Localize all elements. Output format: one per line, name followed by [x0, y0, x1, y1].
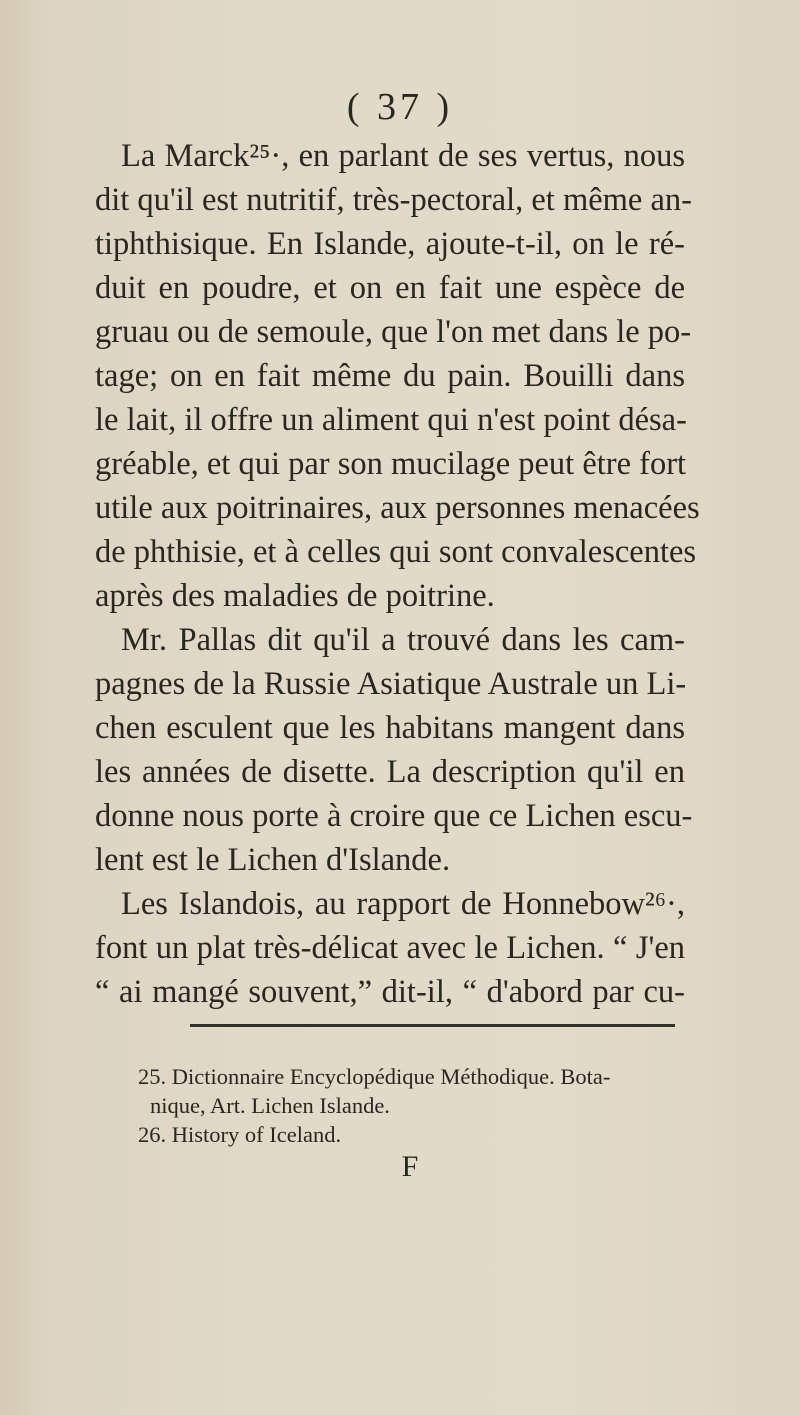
body-line: après des maladies de poitrine. [95, 578, 495, 614]
footnote-25-continuation: nique, Art. Lichen Islande. [150, 1093, 390, 1118]
body-line: dit qu'il est nutritif, très-pectoral, et même an- [95, 182, 692, 218]
body-line: donne nous porte à croire que ce Lichen escu- [95, 798, 693, 834]
body-line: duit en poudre, et on en fait une espèce de [95, 270, 685, 306]
body-line: lent est le Lichen d'Islande. [95, 842, 451, 878]
body-line: chen esculent que les habitans mangent dans [95, 710, 685, 746]
body-line: Mr. Pallas dit qu'il a trouvé dans les cam- [121, 622, 685, 658]
footnote-25: 25. Dictionnaire Encyclopédique Méthodique. Bota- [138, 1064, 611, 1089]
body-line: de phthisie, et à celles qui sont convalescentes [95, 534, 697, 570]
page-number: ( 37 ) [346, 86, 454, 128]
body-line: utile aux poitrinaires, aux personnes menacées [95, 490, 700, 526]
signature-mark: F [401, 1150, 419, 1183]
body-line: les années de disette. La description qu'il en [95, 754, 685, 790]
body-line: gruau ou de semoule, que l'on met dans le po- [95, 314, 692, 350]
footnotes [138, 1062, 683, 1149]
body-line: pagnes de la Russie Asiatique Australe un Li- [95, 666, 687, 702]
body-line: “ ai mangé souvent,” dit-il, “ d'abord par cu- [95, 974, 685, 1010]
body-line: le lait, il offre un aliment qui n'est point désa- [95, 402, 687, 438]
body-line: gréable, et qui par son mucilage peut être fort [95, 446, 687, 482]
body-line: tiphthisique. En Islande, ajoute-t-il, on le ré- [95, 226, 685, 262]
body-line: font un plat très-délicat avec le Lichen. “ J'en [95, 930, 685, 966]
footnote-divider [190, 1024, 675, 1027]
body-text [95, 134, 700, 1014]
body-line: tage; on en fait même du pain. Bouilli dans [95, 358, 685, 394]
body-line: La Marck²⁵·, en parlant de ses vertus, nous [121, 138, 685, 174]
body-line: Les Islandois, au rapport de Honnebow²⁶·, [121, 886, 685, 922]
footnote-26: 26. History of Iceland. [138, 1122, 342, 1147]
